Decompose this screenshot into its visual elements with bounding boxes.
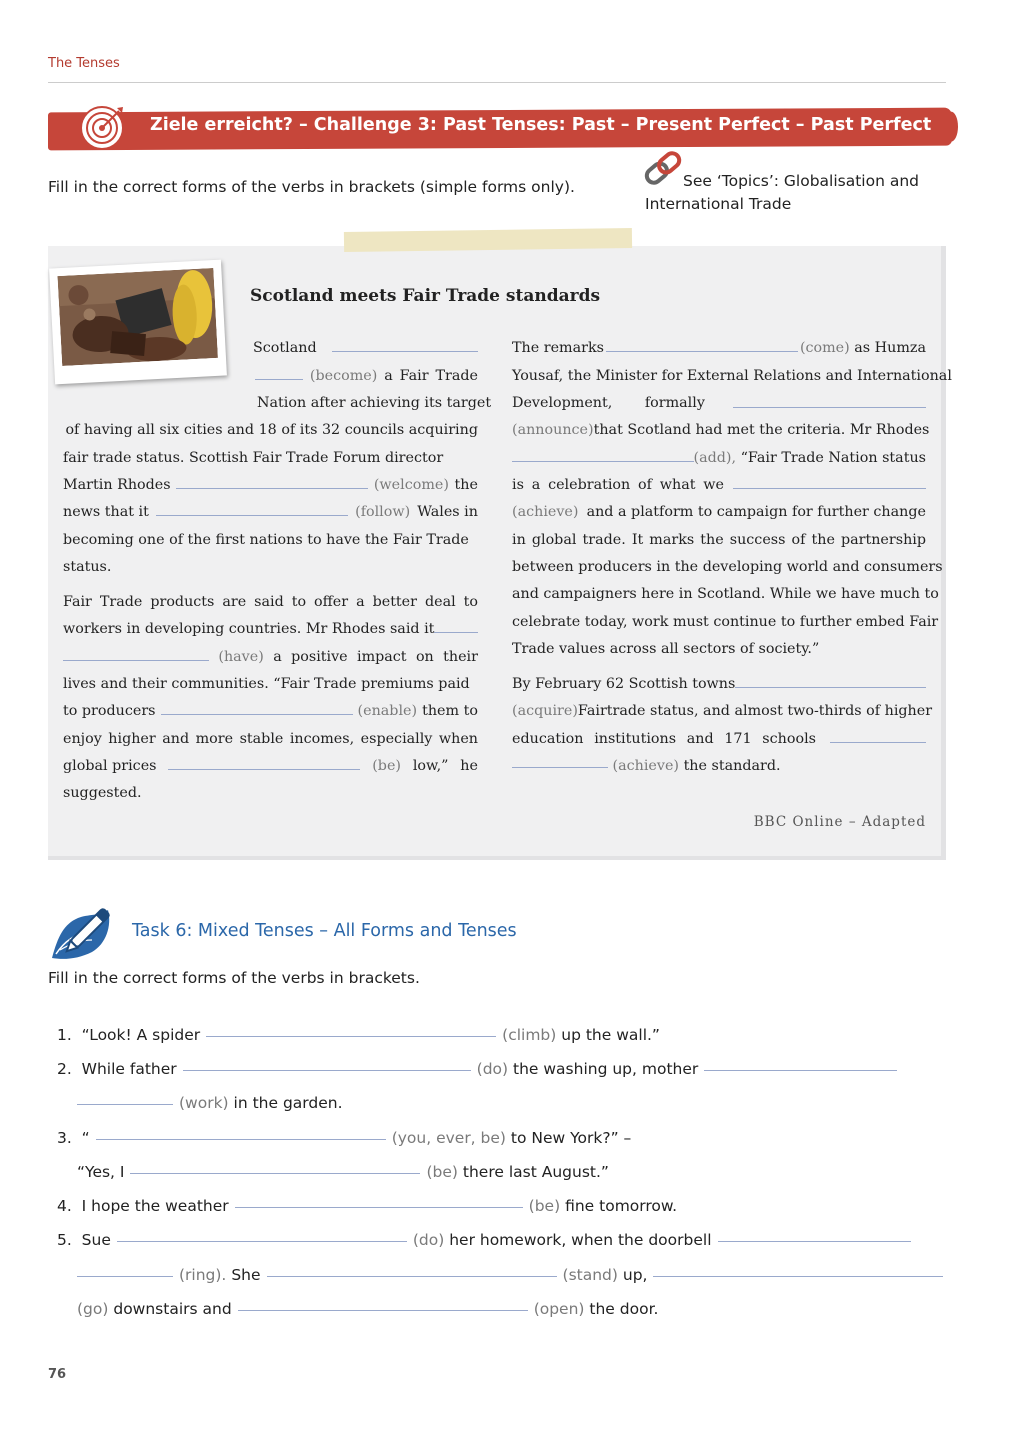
verb-hint: (welcome)	[373, 477, 449, 493]
answer-blank[interactable]	[733, 488, 926, 489]
verb-hint: (do)	[412, 1231, 445, 1249]
art-text: fair trade status. Scottish Fair Trade Forum director	[63, 450, 444, 466]
verb-hint: (announce)	[512, 422, 594, 438]
verb-hint: (be)	[426, 1163, 458, 1181]
ex-text: “Look! A spider	[81, 1026, 201, 1044]
art-text: positive	[291, 649, 348, 665]
art-text: a	[531, 477, 541, 493]
answer-blank[interactable]	[156, 515, 348, 516]
answer-blank[interactable]	[96, 1139, 386, 1140]
answer-blank[interactable]	[183, 1070, 471, 1071]
ex-text: “	[81, 1129, 90, 1147]
verb-hint: (open)	[533, 1300, 585, 1318]
art-text: status.	[63, 559, 112, 575]
item-number: 4.	[57, 1197, 72, 1215]
art-text: the standard.	[683, 758, 781, 774]
art-text: Yousaf, the Minister for External Relations and International	[512, 368, 952, 384]
answer-blank[interactable]	[653, 1276, 943, 1277]
article-right-column	[512, 336, 952, 786]
verb-hint: (achieve)	[612, 758, 680, 774]
article-left-column	[63, 336, 492, 806]
answer-blank[interactable]	[63, 660, 209, 661]
answer-blank[interactable]	[77, 1276, 173, 1277]
answer-blank[interactable]	[512, 461, 694, 462]
exercise-item	[57, 1229, 917, 1251]
answer-blank[interactable]	[238, 1310, 528, 1311]
verb-hint: (ring).	[179, 1266, 227, 1284]
banner-title: Ziele erreicht? – Challenge 3: Past Tenses: Past – Present Perfect – Past Perfect	[150, 115, 932, 135]
art-text: Scotland	[253, 340, 317, 356]
answer-blank[interactable]	[704, 1070, 897, 1071]
ex-text: the washing up, mother	[513, 1060, 699, 1078]
verb-hint: (come)	[799, 340, 850, 356]
exercise-item-cont	[77, 1161, 609, 1183]
task-title: Task 6: Mixed Tenses – All Forms and Tenses	[132, 921, 517, 941]
art-text: schools	[762, 731, 816, 747]
art-text: celebrate today, work must continue to further embed Fair	[512, 614, 939, 630]
answer-blank[interactable]	[434, 632, 478, 633]
ex-text: fine tomorrow.	[565, 1197, 678, 1215]
art-text: news that it	[63, 504, 149, 520]
art-text: The remarks	[512, 340, 604, 356]
ex-text: her homework, when the doorbell	[449, 1231, 712, 1249]
answer-blank[interactable]	[130, 1173, 420, 1174]
art-text: Fair	[399, 368, 429, 384]
verb-hint: (become)	[309, 368, 378, 384]
art-text: the	[454, 477, 478, 493]
art-text: their	[443, 649, 478, 665]
art-text: that Scotland had met the criteria. Mr Rhodes	[593, 422, 930, 438]
art-text: of having all six cities and 18 of its 32 councils acquiring	[65, 422, 478, 438]
art-text: is	[512, 477, 524, 493]
art-text: Wales in	[417, 504, 478, 520]
ex-text: up,	[622, 1266, 648, 1284]
answer-blank[interactable]	[77, 1104, 173, 1105]
verb-hint: (climb)	[502, 1026, 557, 1044]
ex-text: “Yes, I	[77, 1163, 125, 1181]
art-text: formally	[644, 395, 705, 411]
exercise-item-cont	[77, 1264, 949, 1286]
art-text: education	[512, 731, 584, 747]
article-title: Scotland meets Fair Trade standards	[250, 286, 601, 306]
answer-blank[interactable]	[176, 488, 368, 489]
verb-hint: (have)	[218, 649, 264, 665]
art-text: between producers in the developing world and consumers	[512, 559, 943, 575]
art-text: lives and their communities. “Fair Trade premiums paid	[63, 676, 470, 692]
verb-hint: (achieve)	[512, 504, 579, 520]
answer-blank[interactable]	[735, 687, 926, 688]
art-text: a	[273, 649, 282, 665]
see-topics-line2: International Trade	[645, 195, 792, 213]
item-number: 5.	[57, 1231, 72, 1249]
art-text: Fairtrade status, and almost two-thirds of higher	[577, 703, 933, 719]
art-text: Fair Trade products are said to offer a better deal to	[63, 594, 478, 610]
verb-hint: (enable)	[357, 703, 418, 719]
exercise-item	[57, 1024, 660, 1046]
art-text: he	[460, 758, 478, 774]
art-text: and	[686, 731, 714, 747]
art-text	[800, 336, 926, 360]
art-text: a	[384, 368, 393, 384]
verb-hint: (add),	[693, 450, 737, 466]
art-text	[694, 446, 926, 470]
page-number: 76	[48, 1367, 67, 1382]
ex-text: Sue	[81, 1231, 111, 1249]
art-text: and campaigners here in Scotland. While we have much to	[512, 586, 939, 602]
task-instructions: Fill in the correct forms of the verbs in brackets.	[48, 969, 420, 987]
answer-blank[interactable]	[267, 1276, 557, 1277]
item-number: 2.	[57, 1060, 72, 1078]
ex-text: I hope the weather	[81, 1197, 229, 1215]
art-text: in global trade. It marks the success of the partnership	[512, 532, 926, 548]
art-text: workers in developing countries. Mr Rhodes said it	[63, 621, 435, 637]
art-text: “Fair Trade Nation status	[740, 450, 926, 466]
art-text: By February 62 Scottish towns	[512, 676, 736, 692]
header-divider	[48, 82, 946, 83]
verb-hint: (work)	[179, 1094, 229, 1112]
pen-writing-icon	[48, 896, 124, 962]
art-text: impact	[357, 649, 407, 665]
ex-text: While father	[81, 1060, 177, 1078]
art-text: Nation after achieving its target	[257, 395, 492, 411]
answer-blank[interactable]	[830, 742, 926, 743]
answer-blank[interactable]	[606, 351, 798, 352]
verb-hint: (do)	[476, 1060, 509, 1078]
art-text: becoming one of the first nations to have the Fair Trade	[63, 532, 469, 548]
exercise-item	[57, 1195, 677, 1217]
verb-hint: (you, ever, be)	[391, 1129, 506, 1147]
exercise-item-cont	[77, 1092, 343, 1114]
art-text: to producers	[63, 703, 156, 719]
answer-blank[interactable]	[161, 714, 353, 715]
ex-text: up the wall.”	[561, 1026, 660, 1044]
ex-text: downstairs and	[113, 1300, 232, 1318]
ex-text: in the garden.	[233, 1094, 343, 1112]
see-topics-line1: See ‘Topics’: Globalisation and	[683, 172, 920, 190]
art-text: Development,	[512, 395, 613, 411]
verb-hint: (go)	[77, 1300, 109, 1318]
art-text: and a platform to campaign for further change	[586, 504, 926, 520]
see-topics-note	[645, 170, 945, 216]
ex-text: to New York?” –	[510, 1129, 632, 1147]
exercise-item	[57, 1127, 631, 1149]
art-text: as Humza	[854, 340, 926, 356]
art-text: Martin Rhodes	[63, 477, 171, 493]
instructions: Fill in the correct forms of the verbs in brackets (simple forms only).	[48, 178, 575, 196]
art-text: institutions	[594, 731, 677, 747]
art-text: global prices	[63, 758, 157, 774]
challenge-banner	[48, 104, 952, 152]
answer-blank[interactable]	[733, 407, 926, 408]
art-text: we	[703, 477, 724, 493]
exercise-item-cont	[77, 1298, 658, 1320]
art-text: on	[415, 649, 434, 665]
art-text: enjoy higher and more stable incomes, especially when	[63, 731, 478, 747]
tape-strip	[344, 228, 632, 252]
verb-hint: (be)	[528, 1197, 561, 1215]
target-icon	[78, 104, 126, 152]
article-source: BBC Online – Adapted	[753, 814, 926, 830]
answer-blank[interactable]	[512, 767, 608, 768]
answer-blank[interactable]	[235, 1207, 523, 1208]
answer-blank[interactable]	[332, 351, 478, 352]
art-text: Trade	[435, 368, 478, 384]
answer-blank[interactable]	[168, 769, 360, 770]
item-number: 1.	[57, 1026, 72, 1044]
art-text: what	[659, 477, 696, 493]
verb-hint: (stand)	[562, 1266, 618, 1284]
ex-text: there last August.”	[462, 1163, 609, 1181]
verb-hint: (be)	[372, 758, 401, 774]
answer-blank[interactable]	[206, 1036, 496, 1037]
answer-blank[interactable]	[117, 1241, 407, 1242]
section-label: The Tenses	[48, 56, 120, 71]
verb-hint: (follow)	[355, 504, 411, 520]
art-text: 171	[724, 731, 752, 747]
answer-blank[interactable]	[718, 1241, 911, 1242]
art-text: of	[638, 477, 652, 493]
art-text: Trade values across all sectors of society.”	[512, 641, 820, 657]
ex-text: She	[231, 1266, 261, 1284]
ex-text: the door.	[589, 1300, 659, 1318]
exercise-item	[57, 1058, 903, 1080]
answer-blank[interactable]	[255, 379, 303, 380]
art-text: celebration	[548, 477, 631, 493]
art-text: them to	[422, 703, 478, 719]
art-text: suggested.	[63, 785, 142, 801]
verb-hint: (acquire)	[512, 703, 578, 719]
art-text: low,”	[412, 758, 449, 774]
item-number: 3.	[57, 1129, 72, 1147]
